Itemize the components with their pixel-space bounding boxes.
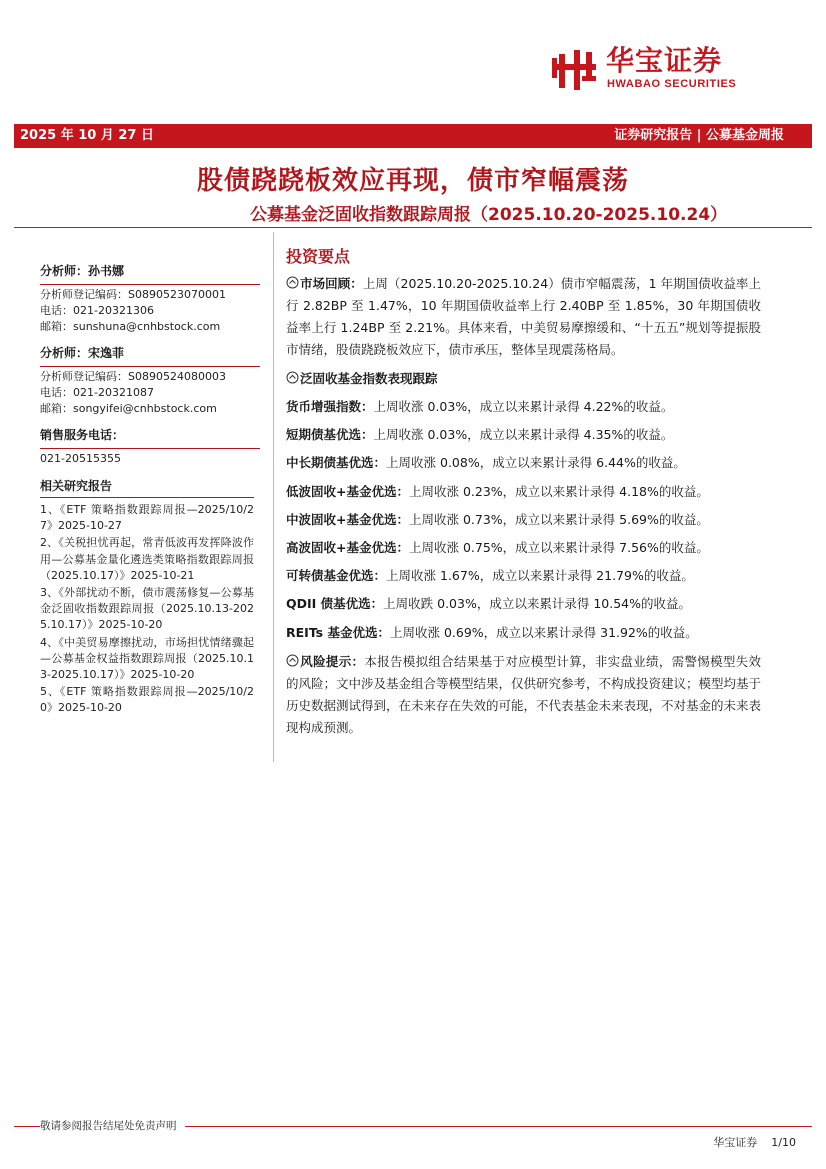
fund-list [286,393,761,647]
company-logo [548,44,780,94]
market-review-text: 上周（2025.10.20-2025.10.24）债市窄幅震荡，1 年期国债收益率上行 2.82BP 至 1.47%，10 年期国债收益率上行 2.40BP 至 1.85%，30 年期国债收益率上行 1.24BP 至 2.21%。具体来看，中美贸易摩擦缓和、“十五五”规划等提振股市情绪，股债跷跷板效应下，债市承压，整体呈现震荡格局。 [286,276,761,357]
fund-name: 中长期债基优选： [286,455,387,471]
fund-item [286,478,761,506]
related-report-item[interactable]: 1、《ETF 策略指数跟踪周报—2025/10/27》2025-10-27 [40,503,254,533]
fund-item [286,393,761,421]
fund-perf: 上周收跌 0.03%，成立以来累计录得 10.54%的收益。 [383,596,691,612]
fund-name: 高波固收+基金优选： [286,540,409,556]
index-tracking-title: 泛固收基金指数表现跟踪 [300,371,438,386]
fund-perf: 上周收涨 0.73%，成立以来累计录得 5.69%的收益。 [408,511,709,527]
hwabao-logo-icon [548,44,600,92]
analyst-name: 分析师：宋逸菲 [40,346,125,360]
report-date: 2025 年 10 月 27 日 [20,128,154,143]
fund-perf: 上周收涨 0.23%，成立以来累计录得 4.18%的收益。 [408,483,709,499]
fund-name: 低波固收+基金优选： [286,483,409,499]
related-report-item[interactable]: 4、《中美贸易摩擦扰动，市场担忧情绪骤起—公募基金权益指数跟踪周报（2025.10.13-2025.10.17）》2025-10-20 [40,635,254,682]
related-report-item[interactable]: 2、《关税担忧再起，常青低波再发挥降波作用—公募基金量化遴选类策略指数跟踪周报（2025.10.17）》2025-10-21 [40,536,254,582]
header-bar [14,124,812,148]
market-review [286,273,761,361]
fund-item [286,421,761,449]
risk-text: 本报告模拟组合结果基于对应模型计算，非实盘业绩，需警惕模型失效的风险；文中涉及基金组合等模型结果，仅供研究参考，不构成投资建议；模型均基于历史数据测试得到，在未来存在失效的可能，不代表基金未来表现，不对基金的未来表现构成预测。 [286,653,762,735]
fund-perf: 上周收涨 0.03%，成立以来累计录得 4.22%的收益。 [373,399,674,414]
fund-item [286,619,761,647]
fund-item [286,562,761,590]
footer-disclaimer: 敬请参阅报告结尾处免责声明 [40,1118,185,1133]
analyst-phone: 电话：021-20321087 [40,386,154,399]
page-number: 1/10 [771,1136,796,1149]
analyst-block-1 [40,262,260,335]
fund-perf: 上周收涨 1.67%，成立以来累计录得 21.79%的收益。 [386,568,694,584]
related-reports [40,477,254,717]
report-title: 股债跷跷板效应再现，债市窄幅震荡 [196,166,629,196]
analyst-name: 分析师：孙书娜 [40,264,125,278]
risk-warning [286,651,761,739]
market-review-label: 市场回顾： [300,276,363,291]
fund-item [286,590,761,618]
fund-name: REITs 基金优选： [286,624,390,640]
sales-block [40,426,260,467]
title-divider [14,227,812,228]
investment-summary [286,244,761,739]
related-reports-title: 相关研究报告 [40,479,113,493]
analyst-reg: 分析师登记编码：S0890524080003 [40,370,226,383]
analyst-phone: 电话：021-20321306 [40,304,154,317]
footer-page-info [713,1134,796,1150]
related-report-item[interactable]: 3、《外部扰动不断，债市震荡修复—公募基金泛固收指数跟踪周报（2025.10.13-2025.10.17）》2025-10-20 [40,586,254,632]
sales-rule [40,448,260,449]
sales-phone: 021-20515355 [40,452,121,465]
analyst-rule [40,284,260,285]
sales-title: 销售服务电话： [40,428,125,442]
fund-perf: 上周收涨 0.69%，成立以来累计录得 31.92%的收益。 [389,624,698,640]
analyst-email[interactable]: 邮箱：songyifei@cnhbstock.com [40,402,217,415]
fund-perf: 上周收涨 0.75%，成立以来累计录得 7.56%的收益。 [408,540,709,556]
fund-name: QDII 债基优选： [286,596,384,612]
fund-item [286,506,761,534]
bullet-icon [286,654,299,667]
related-reports-rule [40,497,254,498]
column-divider [273,232,274,762]
fund-name: 中波固收+基金优选： [286,511,409,527]
fund-perf: 上周收涨 0.08%，成立以来累计录得 6.44%的收益。 [386,455,686,471]
fund-name: 可转债基金优选： [286,568,387,584]
brand-name-cn: 华宝证券 [606,44,723,77]
analyst-rule [40,366,260,367]
report-category: 证券研究报告 | 公募基金周报 [614,128,784,143]
analyst-reg: 分析师登记编码：S0890523070001 [40,288,226,301]
risk-label: 风险提示： [300,653,365,669]
analyst-block-2 [40,344,260,417]
fund-name: 货币增强指数： [286,399,374,414]
related-report-item[interactable]: 5、《ETF 策略指数跟踪周报—2025/10/20》2025-10-20 [40,685,254,715]
brand-name-en: HWABAO SECURITIES [607,78,737,90]
fund-name: 短期债基优选： [286,427,374,443]
footer-company: 华宝证券 [713,1136,758,1149]
summary-heading: 投资要点 [286,247,351,266]
fund-item [286,534,761,562]
analyst-email[interactable]: 邮箱：sunshuna@cnhbstock.com [40,320,221,333]
index-tracking-heading [286,368,761,390]
fund-item [286,449,761,477]
report-subtitle: 公募基金泛固收指数跟踪周报（2025.10.20-2025.10.24） [250,205,728,225]
fund-perf: 上周收涨 0.03%，成立以来累计录得 4.35%的收益。 [373,427,674,443]
bullet-icon [286,276,299,289]
bullet-icon [286,371,299,384]
